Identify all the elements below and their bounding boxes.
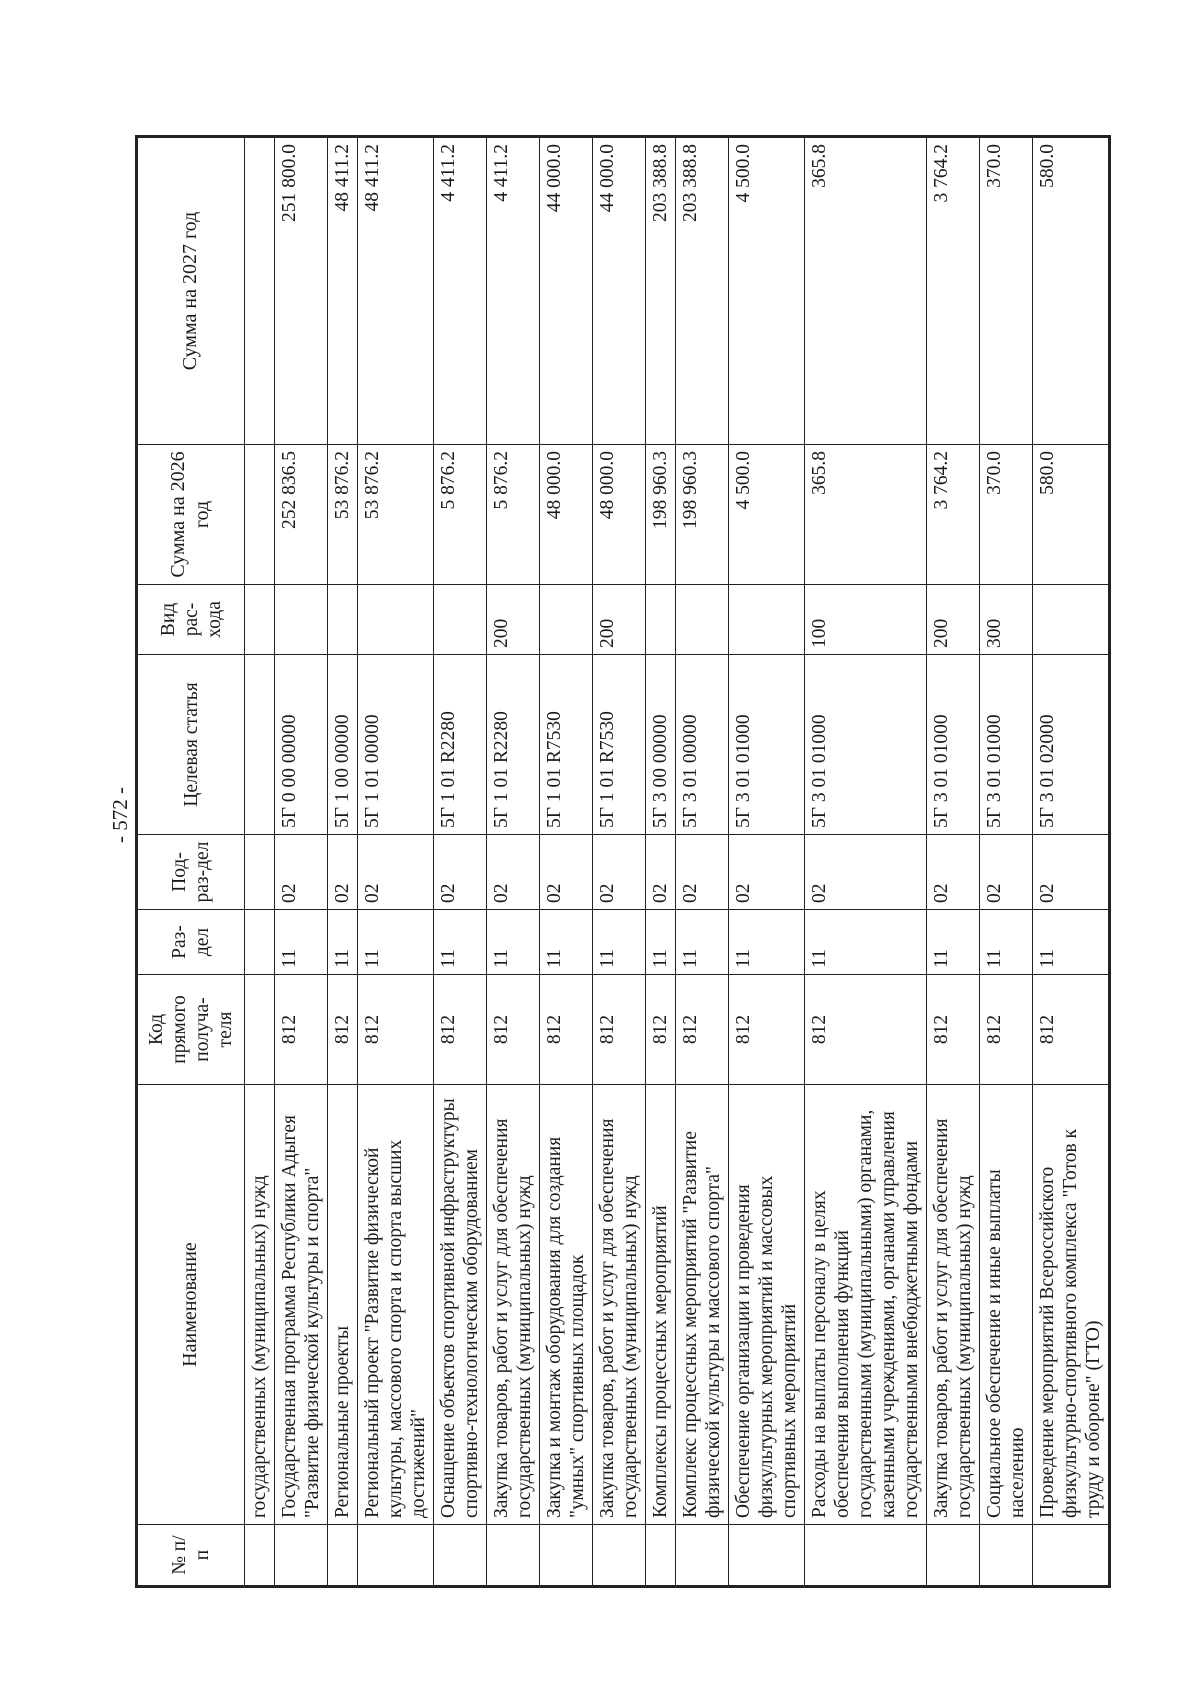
cell-recipient-code: 812 bbox=[593, 975, 646, 1085]
cell-section: 11 bbox=[729, 910, 805, 975]
cell-sum-2026 bbox=[245, 445, 275, 585]
cell-subsection: 02 bbox=[980, 835, 1033, 910]
cell-subsection: 02 bbox=[805, 835, 927, 910]
rotated-table-container bbox=[135, 138, 1104, 1588]
cell-num bbox=[245, 1525, 275, 1587]
cell-recipient-code: 812 bbox=[487, 975, 540, 1085]
cell-recipient-code: 812 bbox=[275, 975, 328, 1085]
cell-sum-2027: 4 411.2 bbox=[487, 137, 540, 445]
table-row bbox=[358, 137, 434, 1587]
cell-num bbox=[676, 1525, 729, 1587]
cell-sum-2026: 3 764.2 bbox=[927, 445, 980, 585]
cell-sum-2027: 251 800.0 bbox=[275, 137, 328, 445]
cell-sum-2027 bbox=[245, 137, 275, 445]
cell-num bbox=[646, 1525, 676, 1587]
cell-recipient-code: 812 bbox=[729, 975, 805, 1085]
cell-name: Комплексы процессных мероприятий bbox=[646, 1085, 676, 1525]
cell-name: Закупка товаров, работ и услуг для обеспечения государственных (муниципальных) нужд bbox=[927, 1085, 980, 1525]
table-row bbox=[729, 137, 805, 1587]
header-section: Раз-дел bbox=[137, 910, 245, 975]
cell-expense-type bbox=[729, 585, 805, 655]
cell-subsection: 02 bbox=[676, 835, 729, 910]
cell-target-article: 5Г 1 00 00000 bbox=[328, 655, 358, 835]
cell-sum-2026: 4 500.0 bbox=[729, 445, 805, 585]
cell-sum-2026: 48 000.0 bbox=[593, 445, 646, 585]
table-row bbox=[646, 137, 676, 1587]
cell-target-article: 5Г 3 00 00000 bbox=[646, 655, 676, 835]
cell-num bbox=[434, 1525, 487, 1587]
cell-target-article: 5Г 3 01 01000 bbox=[729, 655, 805, 835]
cell-name: Государственная программа Республики Адыгея "Развитие физической культуры и спорта" bbox=[275, 1085, 328, 1525]
cell-sum-2027: 48 411.2 bbox=[358, 137, 434, 445]
cell-section bbox=[245, 910, 275, 975]
cell-section: 11 bbox=[980, 910, 1033, 975]
cell-section: 11 bbox=[805, 910, 927, 975]
cell-name: Региональный проект "Развитие физической культуры, массового спорта и спорта высших достижений" bbox=[358, 1085, 434, 1525]
budget-table-sheet bbox=[135, 138, 1104, 1588]
table-row bbox=[927, 137, 980, 1587]
cell-recipient-code: 812 bbox=[328, 975, 358, 1085]
cell-expense-type bbox=[676, 585, 729, 655]
cell-target-article: 5Г 1 01 R7530 bbox=[593, 655, 646, 835]
cell-name: Обеспечение организации и проведения физкультурных мероприятий и массовых спортивных мероприятий bbox=[729, 1085, 805, 1525]
cell-expense-type: 200 bbox=[487, 585, 540, 655]
cell-expense-type bbox=[275, 585, 328, 655]
table-row bbox=[245, 137, 275, 1587]
cell-expense-type bbox=[434, 585, 487, 655]
cell-sum-2026: 198 960.3 bbox=[646, 445, 676, 585]
cell-name: Закупка и монтаж оборудования для создания "умных" спортивных площадок bbox=[540, 1085, 593, 1525]
cell-num bbox=[540, 1525, 593, 1587]
cell-recipient-code: 812 bbox=[540, 975, 593, 1085]
cell-section: 11 bbox=[487, 910, 540, 975]
table-body bbox=[245, 137, 1110, 1587]
cell-recipient-code: 812 bbox=[805, 975, 927, 1085]
table-row bbox=[805, 137, 927, 1587]
header-sum-2026: Сумма на 2026 год bbox=[137, 445, 245, 585]
table-row bbox=[328, 137, 358, 1587]
cell-sum-2027: 4 411.2 bbox=[434, 137, 487, 445]
cell-expense-type bbox=[245, 585, 275, 655]
cell-subsection: 02 bbox=[487, 835, 540, 910]
cell-expense-type bbox=[540, 585, 593, 655]
cell-section: 11 bbox=[927, 910, 980, 975]
cell-subsection: 02 bbox=[275, 835, 328, 910]
cell-section: 11 bbox=[328, 910, 358, 975]
cell-target-article: 5Г 1 01 R2280 bbox=[487, 655, 540, 835]
cell-expense-type: 200 bbox=[593, 585, 646, 655]
cell-sum-2026: 370.0 bbox=[980, 445, 1033, 585]
cell-name: Расходы на выплаты персоналу в целях обеспечения выполнения функций государственными (муниципальными) органами, казенными учреждениями, органами управления государственными внебюджетными фондами bbox=[805, 1085, 927, 1525]
cell-sum-2026: 252 836.5 bbox=[275, 445, 328, 585]
cell-num bbox=[729, 1525, 805, 1587]
header-num: № п/п bbox=[137, 1525, 245, 1587]
table-header-row bbox=[137, 137, 245, 1587]
cell-num bbox=[805, 1525, 927, 1587]
cell-num bbox=[328, 1525, 358, 1587]
cell-sum-2026: 198 960.3 bbox=[676, 445, 729, 585]
cell-expense-type: 200 bbox=[927, 585, 980, 655]
cell-subsection: 02 bbox=[1033, 835, 1110, 910]
page-number: - 572 - bbox=[108, 787, 132, 843]
cell-recipient-code bbox=[245, 975, 275, 1085]
cell-sum-2027: 44 000.0 bbox=[540, 137, 593, 445]
cell-target-article: 5Г 3 01 01000 bbox=[805, 655, 927, 835]
cell-sum-2027: 48 411.2 bbox=[328, 137, 358, 445]
cell-subsection: 02 bbox=[646, 835, 676, 910]
table-row bbox=[593, 137, 646, 1587]
cell-section: 11 bbox=[540, 910, 593, 975]
table-row bbox=[487, 137, 540, 1587]
cell-name: Комплекс процессных мероприятий "Развитие физической культуры и массового спорта" bbox=[676, 1085, 729, 1525]
table-row bbox=[676, 137, 729, 1587]
cell-section: 11 bbox=[434, 910, 487, 975]
cell-expense-type bbox=[1033, 585, 1110, 655]
cell-num bbox=[1033, 1525, 1110, 1587]
cell-recipient-code: 812 bbox=[1033, 975, 1110, 1085]
cell-num bbox=[980, 1525, 1033, 1587]
cell-target-article: 5Г 1 01 R2280 bbox=[434, 655, 487, 835]
cell-expense-type bbox=[328, 585, 358, 655]
cell-sum-2027: 365.8 bbox=[805, 137, 927, 445]
cell-name: Проведение мероприятий Всероссийского физкультурно-спортивного комплекса "Готов к труду и обороне" (ГТО) bbox=[1033, 1085, 1110, 1525]
cell-section: 11 bbox=[275, 910, 328, 975]
cell-target-article: 5Г 3 01 02000 bbox=[1033, 655, 1110, 835]
header-subsection: Под-раз-дел bbox=[137, 835, 245, 910]
cell-expense-type bbox=[646, 585, 676, 655]
cell-sum-2027: 203 388.8 bbox=[646, 137, 676, 445]
cell-num bbox=[358, 1525, 434, 1587]
cell-subsection: 02 bbox=[358, 835, 434, 910]
cell-section: 11 bbox=[676, 910, 729, 975]
cell-name: Оснащение объектов спортивной инфраструктуры спортивно-технологическим оборудованием bbox=[434, 1085, 487, 1525]
cell-subsection: 02 bbox=[729, 835, 805, 910]
cell-recipient-code: 812 bbox=[358, 975, 434, 1085]
cell-name: Социальное обеспечение и иные выплаты населению bbox=[980, 1085, 1033, 1525]
cell-target-article: 5Г 1 01 00000 bbox=[358, 655, 434, 835]
cell-sum-2027: 370.0 bbox=[980, 137, 1033, 445]
cell-name: государственных (муниципальных) нужд bbox=[245, 1085, 275, 1525]
cell-sum-2027: 4 500.0 bbox=[729, 137, 805, 445]
cell-name: Региональные проекты bbox=[328, 1085, 358, 1525]
cell-num bbox=[927, 1525, 980, 1587]
cell-sum-2026: 5 876.2 bbox=[487, 445, 540, 585]
cell-subsection: 02 bbox=[328, 835, 358, 910]
header-name: Наименование bbox=[137, 1085, 245, 1525]
cell-sum-2026: 5 876.2 bbox=[434, 445, 487, 585]
table-row bbox=[1033, 137, 1110, 1587]
cell-sum-2027: 203 388.8 bbox=[676, 137, 729, 445]
budget-table bbox=[135, 135, 1111, 1588]
table-row bbox=[540, 137, 593, 1587]
cell-section: 11 bbox=[1033, 910, 1110, 975]
cell-name: Закупка товаров, работ и услуг для обеспечения государственных (муниципальных) нужд bbox=[593, 1085, 646, 1525]
cell-sum-2026: 48 000.0 bbox=[540, 445, 593, 585]
cell-subsection: 02 bbox=[434, 835, 487, 910]
cell-subsection: 02 bbox=[540, 835, 593, 910]
cell-sum-2026: 53 876.2 bbox=[328, 445, 358, 585]
cell-sum-2026: 365.8 bbox=[805, 445, 927, 585]
cell-num bbox=[593, 1525, 646, 1587]
cell-subsection: 02 bbox=[593, 835, 646, 910]
cell-section: 11 bbox=[358, 910, 434, 975]
header-recipient-code: Код прямого получа-теля bbox=[137, 975, 245, 1085]
cell-sum-2027: 44 000.0 bbox=[593, 137, 646, 445]
cell-target-article: 5Г 3 01 00000 bbox=[676, 655, 729, 835]
cell-recipient-code: 812 bbox=[980, 975, 1033, 1085]
cell-target-article bbox=[245, 655, 275, 835]
cell-expense-type: 300 bbox=[980, 585, 1033, 655]
cell-sum-2027: 580.0 bbox=[1033, 137, 1110, 445]
cell-target-article: 5Г 3 01 01000 bbox=[980, 655, 1033, 835]
cell-recipient-code: 812 bbox=[434, 975, 487, 1085]
cell-sum-2026: 580.0 bbox=[1033, 445, 1110, 585]
cell-target-article: 5Г 3 01 01000 bbox=[927, 655, 980, 835]
cell-section: 11 bbox=[646, 910, 676, 975]
header-target-article: Целевая статья bbox=[137, 655, 245, 835]
cell-num bbox=[275, 1525, 328, 1587]
cell-recipient-code: 812 bbox=[676, 975, 729, 1085]
table-row bbox=[980, 137, 1033, 1587]
header-expense-type: Вид рас-хода bbox=[137, 585, 245, 655]
cell-expense-type: 100 bbox=[805, 585, 927, 655]
cell-target-article: 5Г 1 01 R7530 bbox=[540, 655, 593, 835]
cell-sum-2027: 3 764.2 bbox=[927, 137, 980, 445]
header-sum-2027: Сумма на 2027 год bbox=[137, 137, 245, 445]
cell-recipient-code: 812 bbox=[927, 975, 980, 1085]
cell-section: 11 bbox=[593, 910, 646, 975]
table-row bbox=[275, 137, 328, 1587]
cell-name: Закупка товаров, работ и услуг для обеспечения государственных (муниципальных) нужд bbox=[487, 1085, 540, 1525]
cell-target-article: 5Г 0 00 00000 bbox=[275, 655, 328, 835]
cell-subsection bbox=[245, 835, 275, 910]
cell-subsection: 02 bbox=[927, 835, 980, 910]
cell-num bbox=[487, 1525, 540, 1587]
cell-recipient-code: 812 bbox=[646, 975, 676, 1085]
cell-sum-2026: 53 876.2 bbox=[358, 445, 434, 585]
table-row bbox=[434, 137, 487, 1587]
cell-expense-type bbox=[358, 585, 434, 655]
